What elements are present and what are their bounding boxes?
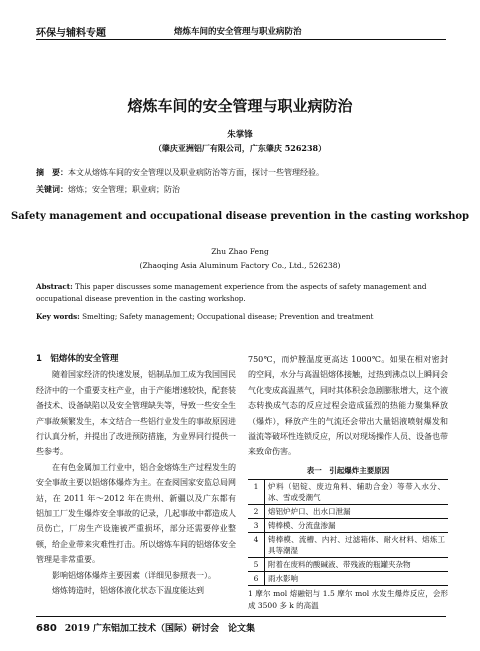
abstract-english (36, 281, 448, 305)
row-number: 6 (248, 572, 265, 586)
body-paragraph: 随着国家经济的快速发展，铝制品加工成为我国国民经济中的一个重要支柱产业，由于产能增速较快，配套装备技术、设备缺陷以及安全管理缺失等，导致一些安全生产事故频繁发生，本文结合一些铝行业发生的事故原因进行认真分析，并提出了改进预防措施，为业界同行提供一些参考。 (36, 370, 236, 457)
abstract-chinese (36, 166, 448, 179)
keywords-en-label: Key words: (36, 312, 80, 321)
abstract-en-text: This paper discusses some management experience from the aspects of safety management and occupational disease prevention in the casting workshop. (36, 282, 427, 303)
row-text: 铸棒模、分流盘渗漏 (265, 519, 449, 533)
row-text: 雨水影响 (265, 572, 449, 586)
table-row (248, 558, 448, 572)
row-number: 5 (248, 558, 265, 572)
running-header (0, 0, 480, 39)
table-row (248, 480, 448, 505)
page-number: 680 (36, 623, 57, 634)
table-note: 1 摩尔 mol 熔融铝与 1.5 摩尔 mol 水发生爆炸反应，会形成 3500 多 k 的高温 (248, 589, 448, 611)
author-chinese: 朱掌锋 (227, 130, 253, 140)
body-paragraph: 影响铝熔体爆炸主要因素（详细见参照表一）。 (52, 570, 216, 580)
row-number: 4 (248, 533, 265, 558)
keywords-label: 关键词： (36, 185, 68, 194)
header-article-title: 熔炼车间的安全管理与职业病防治 (174, 27, 302, 37)
row-text: 熔铝炉炉口、出水口泄漏 (265, 505, 449, 519)
body-paragraph: 在有色金属加工行业中，铝合金熔炼生产过程发生的安全事故主要以铝熔体爆炸为主。在查阅国家安监总局网站，在 2011 年～2012 年在贵州、新疆以及广东都有铝加工厂发生爆炸安全事故的记录，几起事故中都造成人员伤亡，厂房生产设施被严重损坏，部分还需要停业整顿，给企业带来灾难性打击。所以熔炼车间的铝熔体安全管理是非常重要。 (36, 462, 236, 565)
footer-text: 2019 广东铝加工技术（国际）研讨会 论文集 (64, 624, 256, 634)
row-text: 铸棒模、流槽、内衬、过滤箱体、耐火材料、熔炼工具等潮湿 (265, 533, 449, 558)
keywords-text: 熔炼；安全管理；职业病；防治 (68, 185, 180, 194)
table-row (248, 519, 448, 533)
right-column (248, 352, 448, 612)
keywords-english (36, 311, 448, 323)
row-text: 附着在废料的酸碱液、带残液的瓶罐夹杂物 (265, 558, 449, 572)
body-paragraph: 熔炼铸造时，铝熔体液化状态下温度能达到 (52, 586, 204, 596)
affiliation-english: (Zhaoqing Asia Aluminum Factory Co., Ltd., 526238) (139, 261, 341, 270)
abstract-text: 本文从熔炼车间的安全管理以及职业病防治等方面，探讨一些管理经验。 (68, 168, 324, 177)
abstract-label: 摘 要： (36, 168, 68, 177)
keywords-en-text: Smelting; Safety management; Occupational disease; Prevention and treatment (79, 312, 374, 321)
row-number: 3 (248, 519, 265, 533)
keywords-chinese (36, 183, 448, 196)
table-row (248, 572, 448, 586)
page-footer (36, 621, 255, 634)
footer-rule (36, 616, 446, 617)
explosion-causes-table (248, 479, 448, 586)
title-english: Safety management and occupational disease prevention in the casting workshop (10, 211, 469, 222)
author-english: Zhu Zhao Feng (211, 247, 269, 256)
header-rule (36, 39, 446, 40)
section-heading: 1 铝熔体的安全管理 (36, 354, 119, 364)
row-number: 2 (248, 505, 265, 519)
abstract-en-label: Abstract: (36, 282, 73, 291)
body-paragraph: 750℃，而炉膛温度更高达 1000℃。如果在相对密封的空间，水分与高温铝熔体接触，过热到沸点以上瞬间会气化变成高温蒸气，同时其体积会急剧膨胀增大，这个液态转换成气态的反应过程会造成猛烈的热能力聚集释放（爆炸），释放产生的气流还会带出大量铝液喷射爆发和溢流等破坏性连锁反应，所以对现场操作人员、设备也带来致命伤害。 (248, 355, 448, 457)
affiliation-chinese: （肇庆亚洲铝厂有限公司，广东肇庆 526238） (153, 143, 327, 153)
table-title: 表一 引起爆炸主要原因 (306, 465, 390, 475)
left-column (36, 352, 236, 599)
row-number: 1 (248, 480, 265, 505)
title-chinese: 熔炼车间的安全管理与职业病防治 (127, 97, 353, 115)
table-row (248, 505, 448, 519)
header-section-label: 环保与辅料专题 (36, 28, 106, 39)
row-text: 炉料（铝锭、废边角料、辅助合金）等带入水分、冰、雪或受潮气 (265, 480, 449, 505)
table-row (248, 533, 448, 558)
